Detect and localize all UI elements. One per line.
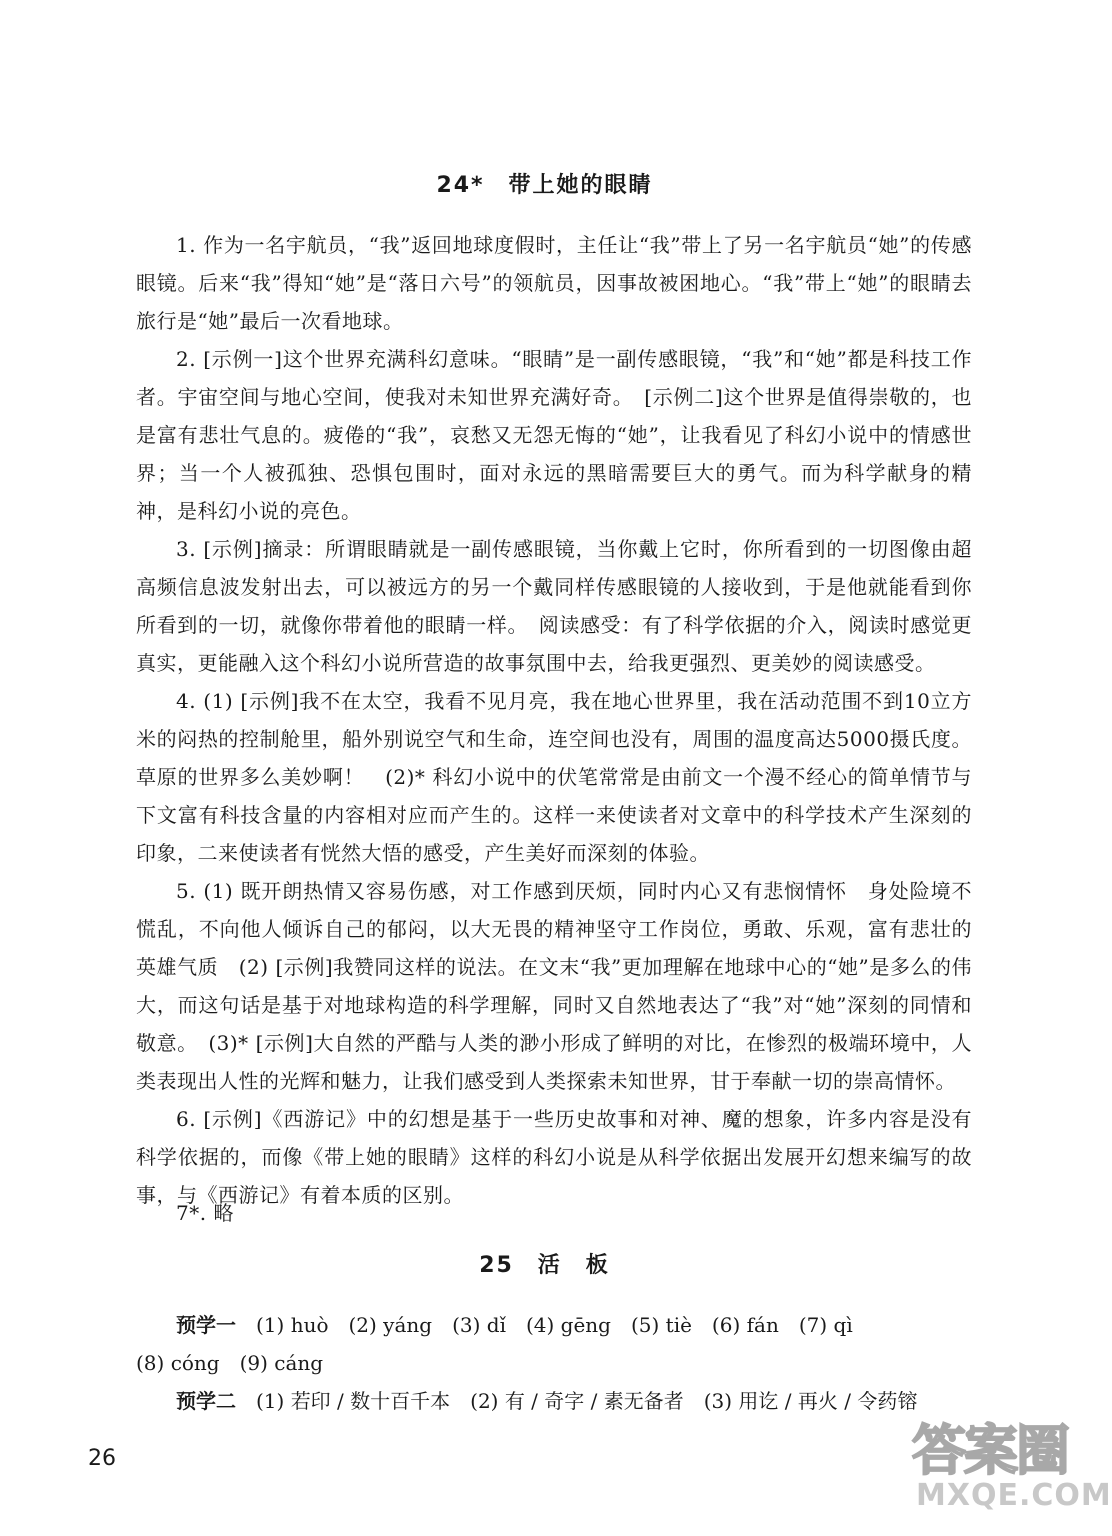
watermark-url: MXQE.COM [916, 1478, 1112, 1513]
watermark-logo-text: 答案圈 [912, 1419, 1068, 1482]
prelearn-1-answers: (1) huò (2) yáng (3) dǐ (4) gēng (5) tiè (6) fán (7) qì [256, 1313, 853, 1337]
section-24-title: 24* 带上她的眼睛 [436, 173, 653, 198]
answer-5: 5. (1) 既开朗热情又容易伤感，对工作感到厌烦，同时内心又有悲悯情怀 身处险境不慌乱，不向他人倾诉自己的郁闷，以大无畏的精神坚守工作岗位，勇敢、乐观，富有悲壮的英雄气质 (2) [示例]我赞同这样的说法。在文末“我”更加理解在地球中心的“她”是多么的伟大，而这句话是基于对地球构造的科学理解，同时又自然地表达了“我”对“她”深刻的同情和敬意。 (3)* [示例]大自然的严酷与人类的渺小形成了鲜明的对比，在惨烈的极端环境中，人类表现出人性的光辉和魅力，让我们感受到人类探索未知世界，甘于奉献一切的崇高情怀。 [136, 879, 972, 1093]
prelearn-1-label: 预学一 [176, 1313, 236, 1337]
answer-4: 4. (1) [示例]我不在太空，我看不见月亮，我在地心世界里，我在活动范围不到10立方米的闷热的控制舱里，船外别说空气和生命，连空间也没有，周围的温度高达5000摄氏度。草原的世界多么美妙啊！ (2)* 科幻小说中的伏笔常常是由前文一个漫不经心的简单情节与下文富有科技含量的内容相对应而产生的。这样一来使读者对文章中的科学技术产生深刻的印象，二来使读者有恍然大悟的感受，产生美好而深刻的体验。 [136, 689, 972, 865]
prelearn-1 [176, 1306, 1016, 1344]
answer-3: 3. [示例]摘录：所谓眼睛就是一副传感眼镜，当你戴上它时，你所看到的一切图像由超高频信息波发射出去，可以被远方的另一个戴同样传感眼镜的人接收到，于是他就能看到你所看到的一切，就像你带着他的眼睛一样。 阅读感受：有了科学依据的介入，阅读时感觉更真实，更能融入这个科幻小说所营造的故事氛围中去，给我更强烈、更美妙的阅读感受。 [136, 537, 972, 675]
answer-7: 7*. 略 [176, 1201, 234, 1225]
answer-1: 1. 作为一名宇航员，“我”返回地球度假时，主任让“我”带上了另一名宇航员“她”的传感眼镜。后来“我”得知“她”是“落日六号”的领航员，因事故被困地心。“我”带上“她”的眼睛去旅行是“她”最后一次看地球。 [136, 233, 972, 333]
prelearn-2 [176, 1382, 1016, 1420]
prelearn-2-label: 预学二 [176, 1389, 236, 1413]
answer-6: 6. [示例]《西游记》中的幻想是基于一些历史故事和对神、魔的想象，许多内容是没有科学依据的，而像《带上她的眼睛》这样的科幻小说是从科学依据出发展开幻想来编写的故事，与《西游记》有着本质的区别。 [136, 1107, 972, 1207]
page-number: 26 [88, 1446, 116, 1471]
prelearn-2-answers: (1) 若印 / 数十百千本 (2) 有 / 奇字 / 素无备者 (3) 用讫 / 再火 / 令药镕 [256, 1389, 918, 1413]
answer-2: 2. [示例一]这个世界充满科幻意味。“眼睛”是一副传感眼镜，“我”和“她”都是科技工作者。宇宙空间与地心空间，使我对未知世界充满好奇。 [示例二]这个世界是值得崇敬的，也是富有悲壮气息的。疲倦的“我”，哀愁又无怨无悔的“她”，让我看见了科幻小说中的情感世界；当一个人被孤独、恐惧包围时，面对永远的黑暗需要巨大的勇气。而为科学献身的精神，是科幻小说的亮色。 [136, 347, 972, 523]
prelearn-1-continued: (8) cóng (9) cáng [136, 1351, 324, 1375]
section-25-title: 25 活 板 [479, 1253, 610, 1278]
watermark-logo [912, 1408, 1112, 1528]
